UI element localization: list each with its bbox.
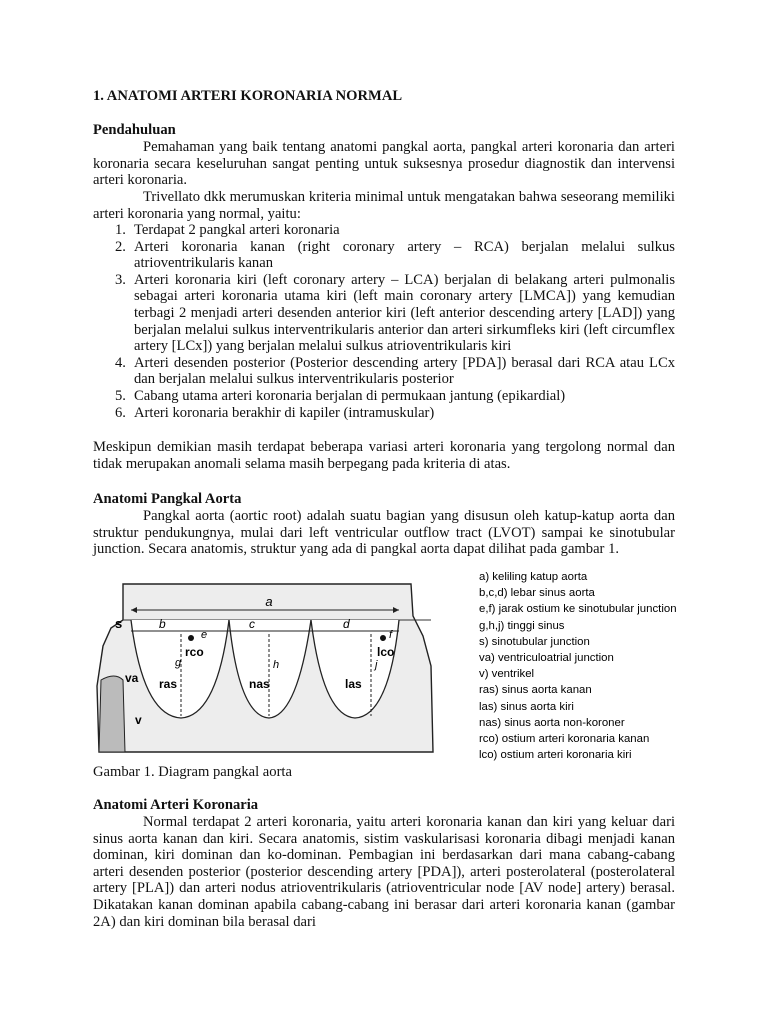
list-item bbox=[93, 388, 675, 405]
label-f: f bbox=[389, 629, 393, 641]
label-lco: lco bbox=[377, 645, 395, 659]
rco-ostium-marker bbox=[188, 635, 194, 641]
list-number: 1. bbox=[115, 222, 126, 238]
list-item bbox=[93, 355, 675, 388]
legend-item: e,f) jarak ostium ke sinotubular junction bbox=[479, 603, 677, 616]
label-g: g bbox=[175, 657, 182, 669]
label-c: c bbox=[249, 617, 255, 631]
legend-item: a) keliling katup aorta bbox=[479, 571, 588, 583]
legend-item: rco) ostium arteri koronaria kanan bbox=[479, 733, 650, 746]
list-number: 2. bbox=[115, 238, 126, 255]
list-item-text: Cabang utama arteri koronaria berjalan di permukaan jantung (epikardial) bbox=[134, 387, 566, 404]
paragraph: Pemahaman yang baik tentang anatomi pangkal aorta, pangkal arteri koronaria dan arteri koronaria secara keseluruhan sangat penting untuk suksesnya prosedur diagnostik dan intervensi arteri koronaria. bbox=[93, 139, 675, 189]
list-item-text: Arteri koronaria berakhir di kapiler (intramuskular) bbox=[134, 404, 435, 421]
legend-item: lco) ostium arteri koronaria kiri bbox=[479, 749, 632, 762]
list-item bbox=[93, 222, 675, 239]
legend-item: nas) sinus aorta non-koroner bbox=[479, 716, 625, 729]
legend-item: va) ventriculoatrial junction bbox=[479, 652, 614, 665]
label-a: a bbox=[265, 594, 273, 609]
section-heading-pangkal-aorta: Anatomi Pangkal Aorta bbox=[93, 491, 242, 507]
label-e: e bbox=[201, 629, 208, 641]
label-b: b bbox=[159, 617, 166, 631]
label-nas: nas bbox=[249, 677, 270, 691]
list-number: 3. bbox=[115, 271, 126, 288]
legend-item: ras) sinus aorta kanan bbox=[479, 684, 592, 697]
legend-item: s) sinotubular junction bbox=[479, 635, 590, 648]
list-item-text: Arteri koronaria kiri (left coronary artery – LCA) berjalan di belakang arteri pulmonalis sebagai arteri koronaria utama kiri (left main coronary artery [LMCA]) yang kemudian terbagi 2 menjadi arteri desenden anterior kiri (left anterior descending artery [LAD]) yang berjalan melalui sulkus interventrikularis anterior dan arteri sirkumfleks kiri (left circumflex artery [LCx]) yang berjalan melalui sulkus atrioventrikularis kiri bbox=[134, 271, 675, 355]
paragraph: Normal terdapat 2 arteri koronaria, yaitu arteri koronaria kanan dan kiri yang keluar dari sinus aorta kanan dan kiri. Secara anatomis, sistim vaskularisasi koronaria dibagi menjadi kanan dominan, kiri dominan dan ko-dominan. Pembagian ini berdasarkan dari mana cabang-cabang arteri desenden posterior (posterior descending artery [PDA]), arteri posterolateral (posterolateral artery [PLA]) dan arteri nodus atrioventrikularis (atrioventricular node [AV node] artery) berasal. Dikatakan kanan dominan apabila cabang-cabang ini berasar dari arteri koronaria kanan (gambar 2A) dan kiri dominan bila berasal dari bbox=[93, 814, 675, 930]
list-item-text: Arteri koronaria kanan (right coronary artery – RCA) berjalan melalui sulkus atrioventrikularis kanan bbox=[134, 238, 675, 272]
paragraph: Pangkal aorta (aortic root) adalah suatu bagian yang disusun oleh katup-katup aorta dan struktur pendukungnya, mulai dari left ventricular outflow tract (LVOT) sampai ke sinotubular junction. Secara anatomis, struktur yang ada di pangkal aorta dapat dilihat pada gambar 1. bbox=[93, 508, 675, 558]
legend-item: las) sinus aorta kiri bbox=[479, 700, 574, 713]
list-item bbox=[93, 272, 675, 355]
label-las: las bbox=[345, 677, 362, 691]
label-j: j bbox=[375, 659, 378, 671]
section-heading-pendahuluan: Pendahuluan bbox=[93, 122, 176, 138]
list-number: 6. bbox=[115, 404, 126, 421]
label-va: va bbox=[125, 671, 139, 685]
figure-legend bbox=[479, 569, 677, 763]
label-d: d bbox=[343, 617, 350, 631]
label-v: v bbox=[135, 713, 142, 727]
criteria-list bbox=[93, 222, 675, 421]
label-rco: rco bbox=[185, 645, 204, 659]
list-item-text: Terdapat 2 pangkal arteri koronaria bbox=[134, 222, 340, 238]
aortic-root-diagram bbox=[93, 576, 465, 764]
lco-ostium-marker bbox=[380, 635, 386, 641]
paragraph: Trivellato dkk merumuskan kriteria minimal untuk mengatakan bahwa seseorang memiliki arteri koronaria yang normal, yaitu: bbox=[93, 189, 675, 222]
label-ras: ras bbox=[159, 677, 178, 691]
list-item bbox=[93, 405, 675, 422]
legend-item: g,h,j) tinggi sinus bbox=[479, 619, 565, 632]
legend-item: b,c,d) lebar sinus aorta bbox=[479, 587, 595, 600]
label-s: s bbox=[115, 616, 123, 631]
figure-caption: Gambar 1. Diagram pangkal aorta bbox=[93, 764, 292, 780]
document-title: 1. ANATOMI ARTERI KORONARIA NORMAL bbox=[93, 88, 403, 104]
legend-item: v) ventrikel bbox=[479, 668, 535, 681]
list-number: 4. bbox=[115, 354, 126, 371]
paragraph: Meskipun demikian masih terdapat beberapa variasi arteri koronaria yang tergolong normal dan tidak merupakan anomali selama masih berpegang pada kriteria di atas. bbox=[93, 439, 675, 472]
label-h: h bbox=[273, 659, 280, 671]
list-item bbox=[93, 239, 675, 272]
section-heading-arteri-koronaria: Anatomi Arteri Koronaria bbox=[93, 797, 259, 813]
list-number: 5. bbox=[115, 387, 126, 404]
list-item-text: Arteri desenden posterior (Posterior descending artery [PDA]) berasal dari RCA atau LCx dan berjalan melalui sulkus interventrikularis posterior bbox=[134, 354, 675, 388]
